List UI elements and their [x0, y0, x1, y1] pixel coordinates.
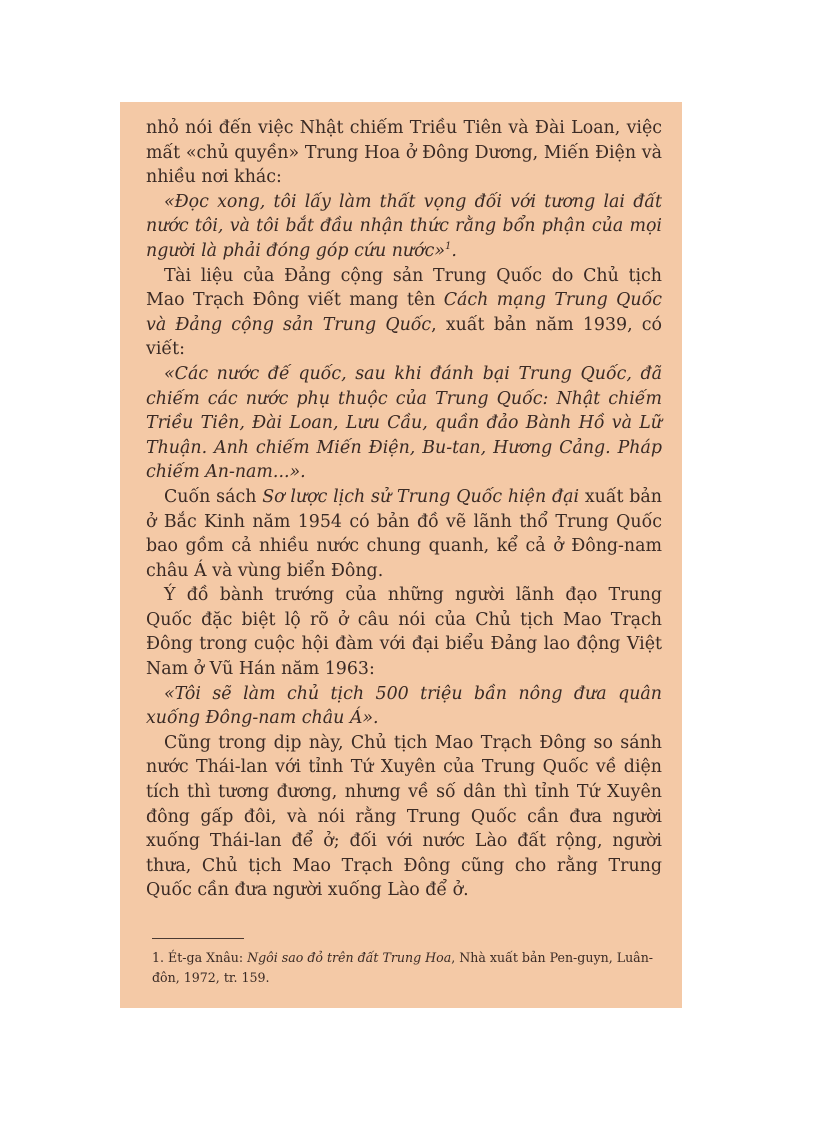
paragraph-2-text-a: Tài liệu của Đảng cộng sản Trung Quốc do Chủ tịch Mao Trạch Đông viết mang tên	[146, 265, 662, 311]
book-title-2: Sơ lược lịch sử Trung Quốc hiện đại	[262, 486, 580, 507]
footnote-author: Ét-ga Xnâu:	[168, 950, 248, 965]
footnote-number: 1.	[152, 950, 165, 965]
footnote	[152, 948, 662, 988]
quote-1-text: «Đọc xong, tôi lấy làm thất vọng đối với tương lai đất nước tôi, và tôi bắt đầu nhận thức rằng bổn phận của mọi người là phải đóng góp cứu nước»	[146, 191, 662, 261]
paragraph-4	[146, 583, 662, 681]
paragraph-5	[146, 731, 662, 903]
book-title-1: Cách mạng Trung Quốc và Đảng cộng sản Trung Quốc	[146, 290, 662, 335]
quote-3-text: «Tôi sẽ làm chủ tịch 500 triệu bần nông đưa quân xuống Đông-nam châu Á».	[146, 683, 662, 729]
paragraph-2	[146, 264, 662, 362]
quote-3	[146, 682, 662, 731]
paragraph-3-text-a: Cuốn sách	[164, 486, 263, 507]
footnote-divider	[152, 938, 244, 939]
book-page	[120, 102, 682, 1008]
paragraph-1-text: nhỏ nói đến việc Nhật chiếm Triều Tiên và Đài Loan, việc mất «chủ quyền» Trung Hoa ở Đông Dương, Miến Điện và nhiều nơi khác:	[146, 118, 662, 188]
paragraph-5-text: Cũng trong dịp này, Chủ tịch Mao Trạch Đông so sánh nước Thái-lan với tỉnh Tứ Xuyên của Trung Quốc về diện tích thì tương đương, nhưng về số dân thì tỉnh Tứ Xuyên đông gấp đôi, và nói rằng Trung Quốc cần đưa người xuống Thái-lan để ở; đối với nước Lào đất rộng, người thưa, Chủ tịch Mao Trạch Đông cũng cho rằng Trung Quốc cần đưa người xuống Lào để ở.	[146, 732, 662, 901]
paragraph-3-text-b: xuất bản ở Bắc Kinh năm 1954 có bản đồ vẽ lãnh thổ Trung Quốc bao gồm cả nhiều nước chung quanh, kể cả ở Đông-nam châu Á và vùng biển Đông.	[146, 486, 662, 581]
paragraph-4-text: Ý đồ bành trướng của những người lãnh đạo Trung Quốc đặc biệt lộ rõ ở câu nói của Chủ tịch Mao Trạch Đông trong cuộc hội đàm với đại biểu Đảng lao động Việt Nam ở Vũ Hán năm 1963:	[146, 585, 662, 680]
footnote-ref: 1	[445, 241, 452, 253]
quote-2	[146, 362, 662, 485]
paragraph-3	[146, 485, 662, 583]
paragraph-1	[146, 116, 662, 190]
paragraph-2-text-b: , xuất bản năm 1939, có viết:	[146, 314, 662, 360]
footnote-publisher: , Nhà xuất bản Pen-guyn, Luân-đôn, 1972, tr. 159.	[152, 950, 654, 985]
footnote-book-title: Ngôi sao đỏ trên đất Trung Hoa	[247, 950, 452, 965]
quote-2-text: «Các nước đế quốc, sau khi đánh bại Trung Quốc, đã chiếm các nước phụ thuộc của Trung Quốc: Nhật chiếm Triều Tiên, Đài Loan, Lưu Cầu, quần đảo Bành Hồ và Lữ Thuận. Anh chiếm Miến Điện, Bu-tan, Hương Cảng. Pháp chiếm An-nam...».	[146, 363, 662, 483]
quote-1: «Đọc xong, tôi lấy làm thất vọng đối với tương lai đất nước tôi, và tôi bắt đầu nhận thức rằng bổn phận của mọi người là phải đóng góp cứu nước»$^1$.	[146, 191, 662, 261]
